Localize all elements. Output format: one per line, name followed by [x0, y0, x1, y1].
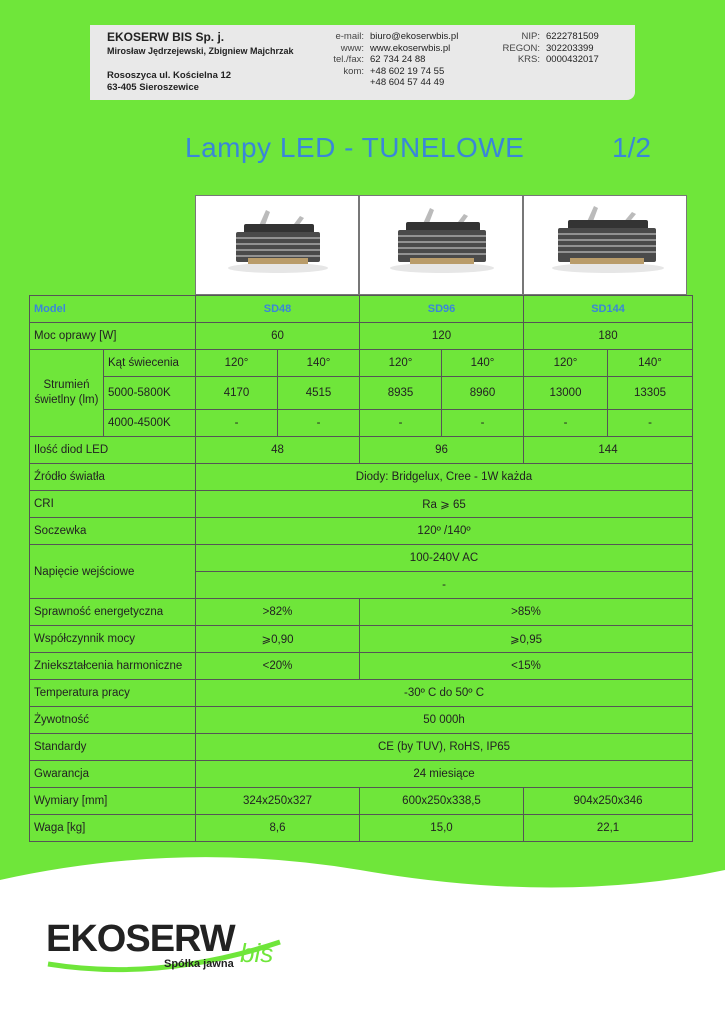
page-title: Lampy LED - TUNELOWE	[185, 132, 525, 163]
row-label: Model	[30, 296, 196, 323]
row-label: Wymiary [mm]	[30, 788, 196, 815]
sub-label: 4000-4500K	[104, 410, 196, 437]
contact-label: www:	[340, 42, 364, 54]
row-label: CRI	[30, 491, 196, 518]
id-row	[488, 43, 599, 55]
table-cell: 22,1	[524, 815, 693, 842]
table-cell: 140°	[278, 350, 360, 377]
table-cell: 144	[524, 437, 693, 464]
model-name: SD96	[360, 296, 524, 323]
contact-label: kom:	[343, 65, 364, 77]
table-cell: 13305	[608, 377, 693, 410]
address-line: 63-405 Sieroszewice	[107, 82, 199, 93]
row-label: Moc oprawy [W]	[30, 323, 196, 350]
id-label: REGON:	[502, 42, 540, 54]
table-row	[30, 437, 693, 464]
spec-table	[29, 295, 693, 842]
table-cell: 8,6	[196, 815, 360, 842]
table-row	[30, 323, 693, 350]
website-link[interactable]: www.ekoserwbis.pl	[370, 42, 451, 54]
row-label: Żywotność	[30, 707, 196, 734]
row-label: Standardy	[30, 734, 196, 761]
table-cell: 120°	[524, 350, 608, 377]
model-name: SD48	[196, 296, 360, 323]
row-label: Sprawność energetyczna	[30, 599, 196, 626]
table-row	[30, 707, 693, 734]
contact-row	[318, 43, 458, 55]
table-cell: 120°	[360, 350, 442, 377]
led-lamp-icon	[196, 196, 358, 294]
table-cell: <20%	[196, 653, 360, 680]
address-line: Rososzyca ul. Kościelna 12	[107, 70, 232, 81]
id-label: KRS:	[517, 54, 540, 65]
table-cell: -	[278, 410, 360, 437]
contact-list	[318, 31, 458, 89]
table-cell: 60	[196, 323, 360, 350]
table-row	[30, 815, 693, 842]
contact-label: e-mail:	[335, 31, 364, 42]
table-row	[30, 761, 693, 788]
table-cell: 48	[196, 437, 360, 464]
table-cell: 100-240V AC	[196, 545, 693, 572]
table-row	[30, 377, 693, 410]
product-image-sd48	[195, 195, 359, 295]
table-row	[30, 680, 693, 707]
table-cell: >82%	[196, 599, 360, 626]
row-label: Soczewka	[30, 518, 196, 545]
table-row	[30, 599, 693, 626]
table-row	[30, 464, 693, 491]
table-cell: 13000	[524, 377, 608, 410]
row-label: Strumień świetlny (lm)	[30, 350, 104, 437]
table-cell: Ra ⩾ 65	[196, 491, 693, 518]
table-cell: -	[196, 410, 278, 437]
led-lamp-icon	[360, 196, 522, 294]
logo-bis: bis	[240, 938, 274, 968]
row-label: Waga [kg]	[30, 815, 196, 842]
table-cell: -	[608, 410, 693, 437]
contact-label	[318, 77, 364, 89]
table-cell: 600x250x338,5	[360, 788, 524, 815]
table-cell: 96	[360, 437, 524, 464]
page-number: 1/2	[612, 132, 651, 163]
logo-name: EKOSERW	[46, 918, 235, 960]
table-cell: 140°	[442, 350, 524, 377]
contact-label: tel./fax:	[333, 54, 364, 65]
id-row	[488, 31, 599, 43]
id-value: 0000432017	[546, 54, 599, 65]
contact-row	[318, 66, 458, 78]
sub-label: 5000-5800K	[104, 377, 196, 410]
row-label: Współczynnik mocy	[30, 626, 196, 653]
table-cell: 8960	[442, 377, 524, 410]
table-row	[30, 491, 693, 518]
sub-label: Kąt świecenia	[104, 350, 196, 377]
table-cell: -	[360, 410, 442, 437]
row-label: Źródło światła	[30, 464, 196, 491]
table-cell: 4170	[196, 377, 278, 410]
table-cell: <15%	[360, 653, 693, 680]
contact-row	[318, 54, 458, 66]
company-name: EKOSERW BIS Sp. j.	[107, 30, 225, 44]
row-label: Gwarancja	[30, 761, 196, 788]
table-cell: 50 000h	[196, 707, 693, 734]
logo-subtitle: Spółka jawna	[164, 958, 234, 970]
table-cell: -	[196, 572, 693, 599]
row-label: Napięcie wejściowe	[30, 545, 196, 599]
id-label: NIP:	[521, 31, 540, 42]
phone-fax: 62 734 24 88	[370, 54, 426, 65]
table-row	[30, 734, 693, 761]
table-row	[30, 626, 693, 653]
table-cell: -	[524, 410, 608, 437]
company-logo	[46, 918, 274, 970]
contact-row	[318, 77, 458, 89]
table-cell: ⩾0,90	[196, 626, 360, 653]
table-row	[30, 518, 693, 545]
product-image-sd144	[523, 195, 687, 295]
table-row	[30, 350, 693, 377]
table-cell: -	[442, 410, 524, 437]
table-cell: 24 miesiące	[196, 761, 693, 788]
mobile-phone: +48 604 57 44 49	[370, 77, 445, 88]
email-link[interactable]: biuro@ekoserwbis.pl	[370, 31, 459, 42]
table-cell: 324x250x327	[196, 788, 360, 815]
id-row	[488, 54, 599, 66]
product-image-sd96	[359, 195, 523, 295]
mobile-phone: +48 602 19 74 55	[370, 65, 445, 77]
row-label: Ilość diod LED	[30, 437, 196, 464]
table-cell: 120º /140º	[196, 518, 693, 545]
row-label: Zniekształcenia harmoniczne	[30, 653, 196, 680]
table-cell: 120	[360, 323, 524, 350]
company-header	[90, 25, 635, 100]
table-row	[30, 788, 693, 815]
table-cell: CE (by TUV), RoHS, IP65	[196, 734, 693, 761]
led-lamp-icon	[524, 196, 686, 294]
id-value: 6222781509	[546, 31, 599, 42]
company-address	[107, 70, 231, 94]
table-cell: 180	[524, 323, 693, 350]
table-row	[30, 545, 693, 572]
table-cell: 120°	[196, 350, 278, 377]
table-row	[30, 296, 693, 323]
table-cell: 4515	[278, 377, 360, 410]
table-row	[30, 653, 693, 680]
table-cell: 15,0	[360, 815, 524, 842]
table-cell: -30º C do 50º C	[196, 680, 693, 707]
model-name: SD144	[524, 296, 693, 323]
id-value: 302203399	[546, 42, 594, 54]
company-owners: Mirosław Jędrzejewski, Zbigniew Majchrzak	[107, 46, 294, 56]
table-cell: 904x250x346	[524, 788, 693, 815]
contact-row	[318, 31, 458, 43]
table-row	[30, 410, 693, 437]
table-cell: 8935	[360, 377, 442, 410]
table-cell: >85%	[360, 599, 693, 626]
table-cell: Diody: Bridgelux, Cree - 1W każda	[196, 464, 693, 491]
row-label: Temperatura pracy	[30, 680, 196, 707]
table-cell: ⩾0,95	[360, 626, 693, 653]
company-ids	[488, 31, 599, 66]
table-cell: 140°	[608, 350, 693, 377]
